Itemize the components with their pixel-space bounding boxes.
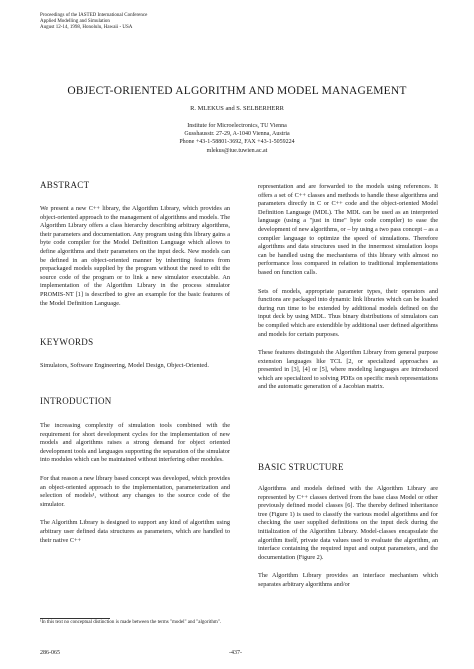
introduction-paragraph: The increasing complexity of simulation tools combined with the requirement for short development cycles for the implementation of new models and algorithms raises a strong demand for object oriented development tools and languages supporting the separation of the simulator into modules which can be maintained without interfering other modules. [40,422,230,464]
proceedings-line: Applied Modelling and Simulation [40,19,110,24]
introduction-text [40,422,230,545]
keywords-text [40,362,230,371]
introduction-heading: INTRODUCTION [40,396,112,406]
abstract-text [40,205,230,308]
affiliation-email: mlekus@iue.tuwien.ac.at [206,147,268,154]
footnote-divider [40,618,110,619]
proceedings-header [40,13,147,31]
right-paragraph: These features distinguish the Algorithm Library from general purpose extension languages like TCL [2, or specialized approaches as presented in [3], [4] or [5], where modeling languages are introduced which are specialized to solving PDEs on specific mesh representations and the automatic generation of a Jacobian matrix. [258,349,438,391]
right-paragraph: representation and are forwarded to the models using references. It offers a set of C++ classes and methods to handle these algorithms and parameters directly in C or C++ code and the object-oriented Model Definition Language (MDL). The MDL can be used as an interpreted language (using a "just in time" byte code compiler) to ease the development of new algorithms, or – by using a two pass concept – as a compiler language to optimize the speed of simulations. Therefore algorithms and data structures used in the innermost simulation loops can be handled using the mechanisms of this library with almost no performance loss compared in relation to traditional implementations based on function calls. [258,183,438,276]
paper-code: 286-065 [40,650,60,656]
abstract-heading: ABSTRACT [40,180,90,190]
basic-structure-paragraph: The Algorithm Library provides an interface mechanism which separates arbitrary algorithms and/or [258,572,438,588]
right-paragraph: Sets of models, appropriate parameter types, their operators and functions are packaged into dynamic link libraries which can be loaded during run time to be extended by additional models defined on the input deck by using MDL. Thus binary distributions of simulators can be compiled which are extendible by additional user defined algorithms and models for certain purposes. [258,287,438,338]
abstract-paragraph: We present a new C++ library, the Algorithm Library, which provides an object-oriented approach to the management of algorithms and models. The Algorithm Library offers a class hierarchy describing arbitrary algorithms, their parameters and documentation. Any program using this library gains a byte code compiler for the Model Definition Language which allows to define algorithms and their parameters on the input deck. New models can be defined in an object-oriented manner by inheriting features from prepackaged models supplied by the program without the need to edit the source code of the program or to link a new simulator executable. An implementation of the Algorithm Library in the process simulator PROMIS-NT [1] is described to give an example for the basic features of the Model Definition Language. [40,205,230,307]
paper-authors: R. MLEKUS and S. SELBERHERR [190,105,284,112]
keywords-paragraph: Simulators, Software Engineering, Model Design, Object-Oriented. [40,362,209,369]
affiliation-line: Institute for Microelectronics, TU Vienna [187,123,287,129]
proceedings-line: Proceedings of the IASTED International Conference [40,13,148,18]
proceedings-line: August 12-14, 1998, Honolulu, Hawaii - USA [40,25,133,30]
basic-structure-heading: BASIC STRUCTURE [258,462,344,472]
introduction-paragraph: The Algorithm Library is designed to support any kind of algorithm using arbitrary user defined data structures as parameters, which are handled to their native C++ [40,519,230,544]
basic-structure-paragraph: Algorithms and models defined with the Algorithm Library are represented by C++ classes derived from the base class Model or other previously defined model classes [6]. The thereby defined inheritance tree (Figure 1) is used to classify the various model algorithms and for checking the user supplied definitions on the input deck during the initialization of the Algorithm Library. Model-classes encapsulate the algorithm itself, private data values used to evaluate the algorithm, an interface containing the required input and output parameters, and the documentation (Figure 2). [258,485,438,561]
footnote: ¹In this text no conceptual distinction is made between the terms "model" and "algorithm". [40,620,222,625]
affiliation-line: Gusshausstr. 27-29, A-1040 Vienna, Austria [184,131,290,138]
keywords-heading: KEYWORDS [40,337,94,347]
page-number: -437- [229,650,242,656]
affiliation-line: Phone +43-1-58801-3692, FAX +43-1-5059224 [179,139,295,146]
introduction-paragraph: For that reason a new library based concept was developed, which provides an object-oriented approach to the implementation, parameterization and selection of models¹, without any changes to the source code of the simulator. [40,474,230,508]
right-column-text [258,183,438,392]
affiliation [0,122,474,155]
basic-structure-text [258,485,438,590]
paper-title: OBJECT-ORIENTED ALGORITHM AND MODEL MANAGEMENT [67,85,407,97]
